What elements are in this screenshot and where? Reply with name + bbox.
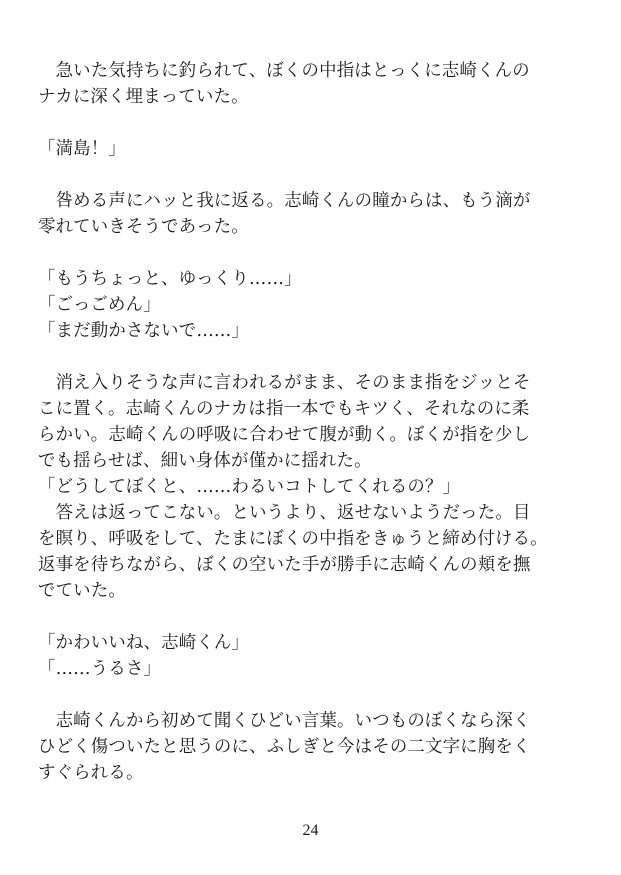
blank-line xyxy=(38,682,598,708)
text-line: 「満島！」 xyxy=(38,139,126,159)
text-line: 咎める声にハッと我に返る。志崎くんの瞳からは、もう滴が xyxy=(38,191,531,211)
blank-line xyxy=(38,604,598,630)
text-line: でていた。 xyxy=(38,581,126,601)
body-text xyxy=(38,58,598,786)
page-number: 24 xyxy=(302,822,319,839)
text-line: ナカに深く埋まっていた。 xyxy=(38,87,249,107)
blank-line xyxy=(38,110,598,136)
text-line: を瞑り、呼吸をして、たまにぼくの中指をきゅうと締め付ける。 xyxy=(38,529,548,549)
text-line: 返事を待ちながら、ぼくの空いた手が勝手に志崎くんの頬を撫 xyxy=(38,555,531,575)
text-line: 急いた気持ちに釣られて、ぼくの中指はとっくに志崎くんの xyxy=(38,61,530,81)
text-line: ひどく傷ついたと思うのに、ふしぎと今はその二文字に胸をく xyxy=(38,737,531,757)
text-line: 「どうしてぼくと、……わるいコトしてくれるの？」 xyxy=(38,477,461,497)
text-line: 志崎くんから初めて聞くひどい言葉。いつものぼくなら深く xyxy=(38,711,531,731)
blank-line xyxy=(38,240,598,266)
text-line: らかい。志崎くんの呼吸に合わせて腹が動く。ぼくが指を少し xyxy=(38,425,531,445)
text-line: 「もうちょっと、ゆっくり……」 xyxy=(38,269,302,289)
blank-line xyxy=(38,162,598,188)
text-line: 零れていきそうであった。 xyxy=(38,217,249,237)
text-line: こに置く。志崎くんのナカは指一本でもキツく、それなのに柔 xyxy=(38,399,530,419)
text-line: 消え入りそうな声に言われるがまま、そのまま指をジッとそ xyxy=(38,373,531,393)
text-line: 「まだ動かさないで……」 xyxy=(38,321,250,341)
text-line: 「かわいいね、志崎くん」 xyxy=(38,633,250,653)
text-line: でも揺らせば、細い身体が僅かに揺れた。 xyxy=(38,451,372,471)
text-line: すぐられる。 xyxy=(38,763,144,783)
text-line: 答えは返ってこない。というより、返せないようだった。目 xyxy=(38,503,531,523)
text-line: 「ごっごめん」 xyxy=(38,295,161,315)
text-line: 「……うるさ」 xyxy=(38,659,162,679)
blank-line xyxy=(38,344,598,370)
